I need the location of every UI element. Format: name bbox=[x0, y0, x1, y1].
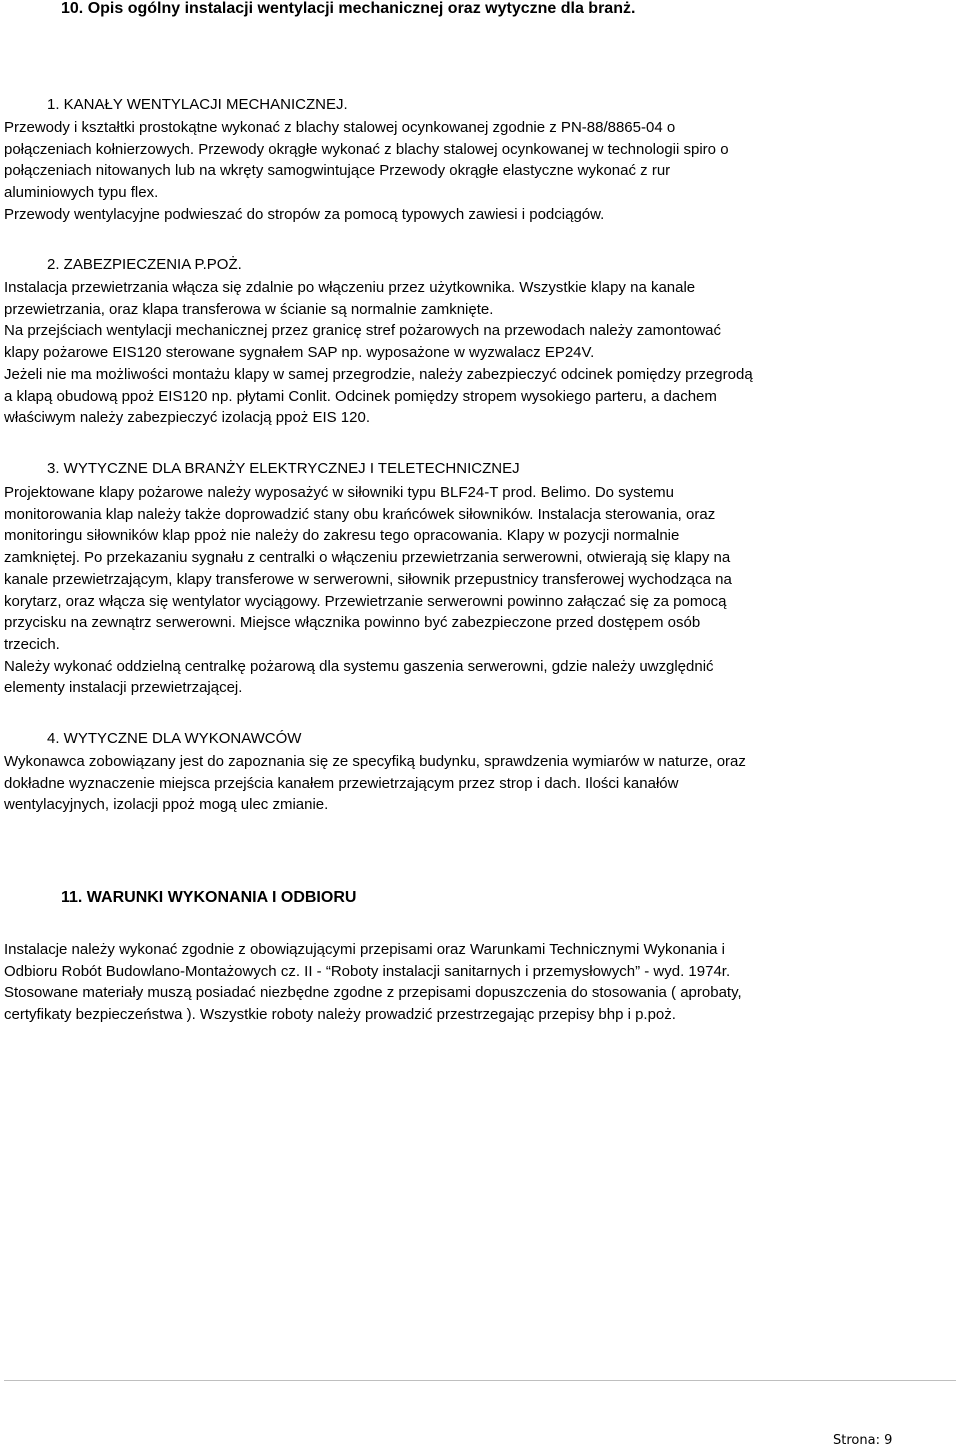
section-11-heading: 11. WARUNKI WYKONANIA I ODBIORU bbox=[61, 889, 357, 906]
page-number: Strona: 9 bbox=[833, 1433, 893, 1448]
paragraph-line: Należy wykonać oddzielną centralkę pożarową dla systemu gaszenia serwerowni, gdzie należy uwzględnić bbox=[4, 657, 714, 675]
paragraph-line: Przewody i kształtki prostokątne wykonać z blachy stalowej ocynkowanej zgodnie z PN-88/8865-04 o bbox=[4, 119, 676, 136]
paragraph-line: zamkniętej. Po przekazaniu sygnału z centralki o włączeniu przewietrzania serwerowni, otwierają się klapy na bbox=[4, 549, 731, 567]
subsection-1-title: 1. KANAŁY WENTYLACJI MECHANICZNEJ. bbox=[47, 96, 348, 113]
subsection-4-paragraph bbox=[4, 751, 904, 816]
paragraph-line: Projektowane klapy pożarowe należy wyposażyć w siłowniki typu BLF24-T prod. Belimo. Do systemu bbox=[4, 484, 675, 501]
subsection-2-paragraph bbox=[4, 277, 904, 429]
paragraph-line: połączeniach nitowanych lub na wkręty samogwintujące Przewody okrągłe elastyczne wykonać z rur bbox=[4, 162, 671, 180]
paragraph-line: Wykonawca zobowiązany jest do zapoznania się ze specyfiką budynku, sprawdzenia wymiarów w naturze, oraz bbox=[4, 753, 746, 770]
section-10-heading: 10. Opis ogólny instalacji wentylacji mechanicznej oraz wytyczne dla branż. bbox=[61, 0, 636, 17]
paragraph-line: Jeżeli nie ma możliwości montażu klapy w samej przegrodzie, należy zabezpieczyć odcinek pomiędzy przegrodą bbox=[4, 365, 753, 383]
paragraph-line: Na przejściach wentylacji mechanicznej przez granicę stref pożarowych na przewodach należy zamontować bbox=[4, 322, 722, 340]
paragraph-line: elementy instalacji przewietrzającej. bbox=[4, 679, 243, 697]
footer-divider bbox=[4, 1380, 956, 1381]
paragraph-line: Stosowane materiały muszą posiadać niezbędne zgodne z przepisami dopuszczenia do stosowania ( aprobaty, bbox=[4, 984, 742, 1002]
paragraph-line: wentylacyjnych, izolacji ppoż mogą ulec zmianie. bbox=[4, 796, 329, 814]
paragraph-line: Instalacje należy wykonać zgodnie z obowiązującymi przepisami oraz Warunkami Technicznymi Wykonania i bbox=[4, 941, 726, 958]
subsection-1-paragraph bbox=[4, 117, 904, 226]
paragraph-line: dokładne wyznaczenie miejsca przejścia kanałem przewietrzającym przez strop i dach. Ilości kanałów bbox=[4, 774, 679, 792]
paragraph-line: Instalacja przewietrzania włącza się zdalnie po włączeniu przez użytkownika. Wszystkie klapy na kanale bbox=[4, 279, 696, 296]
subsection-2-title: 2. ZABEZPIECZENIA P.POŻ. bbox=[47, 256, 242, 273]
paragraph-line: aluminiowych typu flex. bbox=[4, 184, 159, 202]
paragraph-line: trzecich. bbox=[4, 635, 60, 653]
paragraph-line: klapy pożarowe EIS120 sterowane sygnałem SAP np. wyposażone w wyzwalacz EP24V. bbox=[4, 344, 595, 362]
paragraph-line: Przewody wentylacyjne podwieszać do stropów za pomocą typowych zawiesi i podciągów. bbox=[4, 205, 605, 223]
subsection-4-title: 4. WYTYCZNE DLA WYKONAWCÓW bbox=[47, 730, 302, 747]
paragraph-line: monitoringu siłowników klap ppoż nie należy do zakresu tego opracowania. Klapy w pozycji normalnie bbox=[4, 527, 680, 545]
subsection-3-paragraph bbox=[4, 482, 904, 699]
paragraph-line: Odbioru Robót Budowlano-Montażowych cz. II - “Roboty instalacji sanitarnych i przemysłowych” - wyd. 1974r. bbox=[4, 962, 731, 980]
paragraph-line: połączeniach kołnierzowych. Przewody okrągłe wykonać z blachy stalowej ocynkowanej w technologii spiro o bbox=[4, 140, 729, 158]
paragraph-line: korytarz, oraz włącza się wentylator wyciągowy. Przewietrzanie serwerowni powinno załączać się za pomocą bbox=[4, 592, 727, 610]
paragraph-line: przycisku na zewnątrz serwerowni. Miejsce włącznika powinno być zabezpieczone przed dostępem osób bbox=[4, 614, 701, 632]
paragraph-line: przewietrzania, oraz klapa transferowa w ścianie są normalnie zamknięte. bbox=[4, 300, 494, 318]
paragraph-line: a klapą obudową ppoż EIS120 np. płytami Conlit. Odcinek pomiędzy stropem wysokiego parteru, a dachem bbox=[4, 387, 717, 405]
paragraph-line: certyfikaty bezpieczeństwa ). Wszystkie roboty należy prowadzić przestrzegając przepisy bhp i p.poż. bbox=[4, 1006, 676, 1024]
paragraph-line: właściwym należy zabezpieczyć izolacją ppoż EIS 120. bbox=[4, 409, 370, 427]
paragraph-line: kanale przewietrzającym, klapy transferowe w serwerowni, siłownik przepustnicy transferowej wychodząca na bbox=[4, 570, 732, 588]
section-11-paragraph bbox=[4, 939, 904, 1026]
paragraph-line: monitorowania klap należy także doprowadzić stany obu krańcówek siłowników. Instalacja sterowania, oraz bbox=[4, 505, 716, 523]
subsection-3-title: 3. WYTYCZNE DLA BRANŻY ELEKTRYCZNEJ I TELETECHNICZNEJ bbox=[47, 460, 520, 477]
